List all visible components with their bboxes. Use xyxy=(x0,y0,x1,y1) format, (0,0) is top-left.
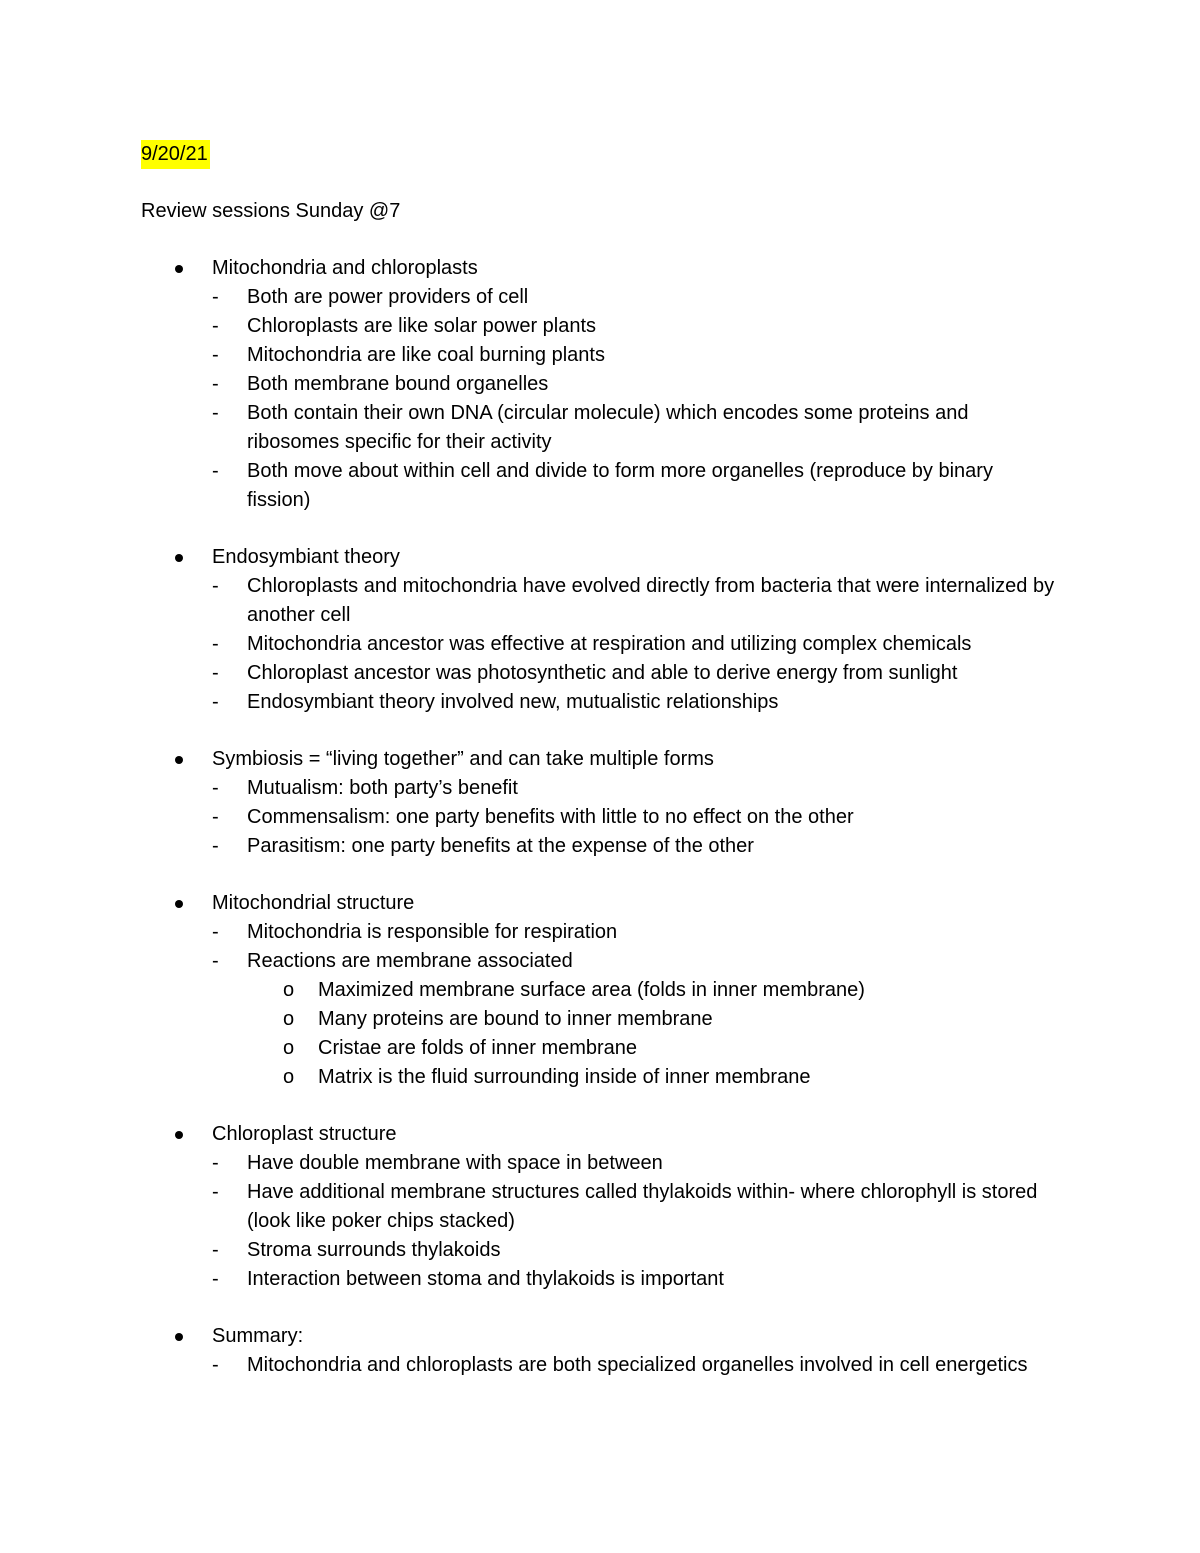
list-item-text: Both membrane bound organelles xyxy=(247,373,549,395)
circle-bullet-icon: o xyxy=(283,1066,295,1088)
section-mitochondrial-structure xyxy=(141,889,1061,1092)
list-item-text: Chloroplasts are like solar power plants xyxy=(247,315,597,337)
list-item xyxy=(141,947,1061,976)
list-item xyxy=(141,832,1061,861)
list-item xyxy=(141,1351,1061,1380)
section-heading-text: Summary: xyxy=(212,1325,304,1347)
dash-icon: - xyxy=(212,344,219,366)
list-item xyxy=(141,1149,1061,1178)
dash-icon: - xyxy=(212,460,219,482)
list-item xyxy=(141,1265,1061,1294)
sub-list-item-text: Many proteins are bound to inner membrane xyxy=(318,1008,713,1030)
sub-list-item-text: Matrix is the fluid surrounding inside of inner membrane xyxy=(318,1066,811,1088)
section-heading-text: Chloroplast structure xyxy=(212,1123,397,1145)
circle-bullet-icon: o xyxy=(283,1008,295,1030)
circle-bullet-icon: o xyxy=(283,1037,295,1059)
sub-list-item xyxy=(141,1005,1061,1034)
list-item-text: Both contain their own DNA (circular molecule) which encodes some proteins and ribosomes specific for their activity xyxy=(247,402,969,453)
list-item xyxy=(141,370,1061,399)
dash-icon: - xyxy=(212,835,219,857)
list-item-text: Mutualism: both party’s benefit xyxy=(247,777,518,799)
dash-icon: - xyxy=(212,315,219,337)
list-item-text: Endosymbiant theory involved new, mutualistic relationships xyxy=(247,691,779,713)
list-item-text: Chloroplast ancestor was photosynthetic and able to derive energy from sunlight xyxy=(247,662,958,684)
list-item xyxy=(141,688,1061,717)
sub-list-item-text: Maximized membrane surface area (folds in inner membrane) xyxy=(318,979,865,1001)
list-item-text: Have additional membrane structures called thylakoids within- where chlorophyll is stored (look like poker chips stacked) xyxy=(247,1181,1038,1232)
dash-icon: - xyxy=(212,1152,219,1174)
section-mitochondria-chloroplasts xyxy=(141,254,1061,515)
list-item xyxy=(141,457,1061,515)
section-heading xyxy=(141,745,1061,774)
list-item-text: Stroma surrounds thylakoids xyxy=(247,1239,501,1261)
dash-icon: - xyxy=(212,633,219,655)
dash-icon: - xyxy=(212,662,219,684)
section-heading xyxy=(141,543,1061,572)
dash-icon: - xyxy=(212,921,219,943)
date-highlight: 9/20/21 xyxy=(141,140,210,169)
sub-list-item-text: Cristae are folds of inner membrane xyxy=(318,1037,638,1059)
list-item-text: Have double membrane with space in between xyxy=(247,1152,663,1174)
dash-icon: - xyxy=(212,1239,219,1261)
section-endosymbiant-theory xyxy=(141,543,1061,717)
dash-icon: - xyxy=(212,1268,219,1290)
bullet-icon xyxy=(175,1131,183,1139)
document-body xyxy=(141,140,1061,1408)
dash-icon: - xyxy=(212,950,219,972)
list-item xyxy=(141,1236,1061,1265)
date-line xyxy=(141,140,1061,169)
section-heading-text: Mitochondria and chloroplasts xyxy=(212,257,478,279)
dash-icon: - xyxy=(212,575,219,597)
list-item-text: Mitochondria is responsible for respiration xyxy=(247,921,618,943)
dash-icon: - xyxy=(212,286,219,308)
list-item xyxy=(141,918,1061,947)
list-item xyxy=(141,283,1061,312)
section-heading xyxy=(141,254,1061,283)
list-item xyxy=(141,659,1061,688)
sub-list-item xyxy=(141,976,1061,1005)
bullet-icon xyxy=(175,756,183,764)
dash-icon: - xyxy=(212,373,219,395)
list-item xyxy=(141,774,1061,803)
dash-icon: - xyxy=(212,1354,219,1376)
list-item-text: Both are power providers of cell xyxy=(247,286,529,308)
section-heading-text: Mitochondrial structure xyxy=(212,892,415,914)
section-symbiosis xyxy=(141,745,1061,861)
section-chloroplast-structure xyxy=(141,1120,1061,1294)
list-item-text: Reactions are membrane associated xyxy=(247,950,573,972)
intro-text: Review sessions Sunday @7 xyxy=(141,200,401,222)
list-item xyxy=(141,312,1061,341)
dash-icon: - xyxy=(212,806,219,828)
bullet-icon xyxy=(175,900,183,908)
sub-list-item xyxy=(141,1063,1061,1092)
list-item-text: Both move about within cell and divide to form more organelles (reproduce by binary fission) xyxy=(247,460,993,511)
bullet-icon xyxy=(175,554,183,562)
list-item xyxy=(141,399,1061,457)
list-item xyxy=(141,1178,1061,1236)
list-item xyxy=(141,341,1061,370)
section-heading-text: Endosymbiant theory xyxy=(212,546,400,568)
list-item-text: Parasitism: one party benefits at the expense of the other xyxy=(247,835,754,857)
list-item-text: Chloroplasts and mitochondria have evolved directly from bacteria that were internalized by another cell xyxy=(247,575,1055,626)
sub-list-item xyxy=(141,1034,1061,1063)
dash-icon: - xyxy=(212,1181,219,1203)
list-item-text: Mitochondria are like coal burning plants xyxy=(247,344,605,366)
list-item-text: Interaction between stoma and thylakoids is important xyxy=(247,1268,724,1290)
bullet-icon xyxy=(175,265,183,273)
list-item xyxy=(141,803,1061,832)
list-item-text: Commensalism: one party benefits with little to no effect on the other xyxy=(247,806,854,828)
list-item xyxy=(141,630,1061,659)
list-item xyxy=(141,572,1061,630)
list-item-text: Mitochondria ancestor was effective at respiration and utilizing complex chemicals xyxy=(247,633,972,655)
circle-bullet-icon: o xyxy=(283,979,295,1001)
section-heading xyxy=(141,889,1061,918)
bullet-icon xyxy=(175,1333,183,1341)
section-heading xyxy=(141,1322,1061,1351)
dash-icon: - xyxy=(212,402,219,424)
section-summary xyxy=(141,1322,1061,1380)
dash-icon: - xyxy=(212,777,219,799)
list-item-text: Mitochondria and chloroplasts are both specialized organelles involved in cell energetics xyxy=(247,1354,1028,1376)
dash-icon: - xyxy=(212,691,219,713)
section-heading-text: Symbiosis = “living together” and can take multiple forms xyxy=(212,748,714,770)
section-heading xyxy=(141,1120,1061,1149)
